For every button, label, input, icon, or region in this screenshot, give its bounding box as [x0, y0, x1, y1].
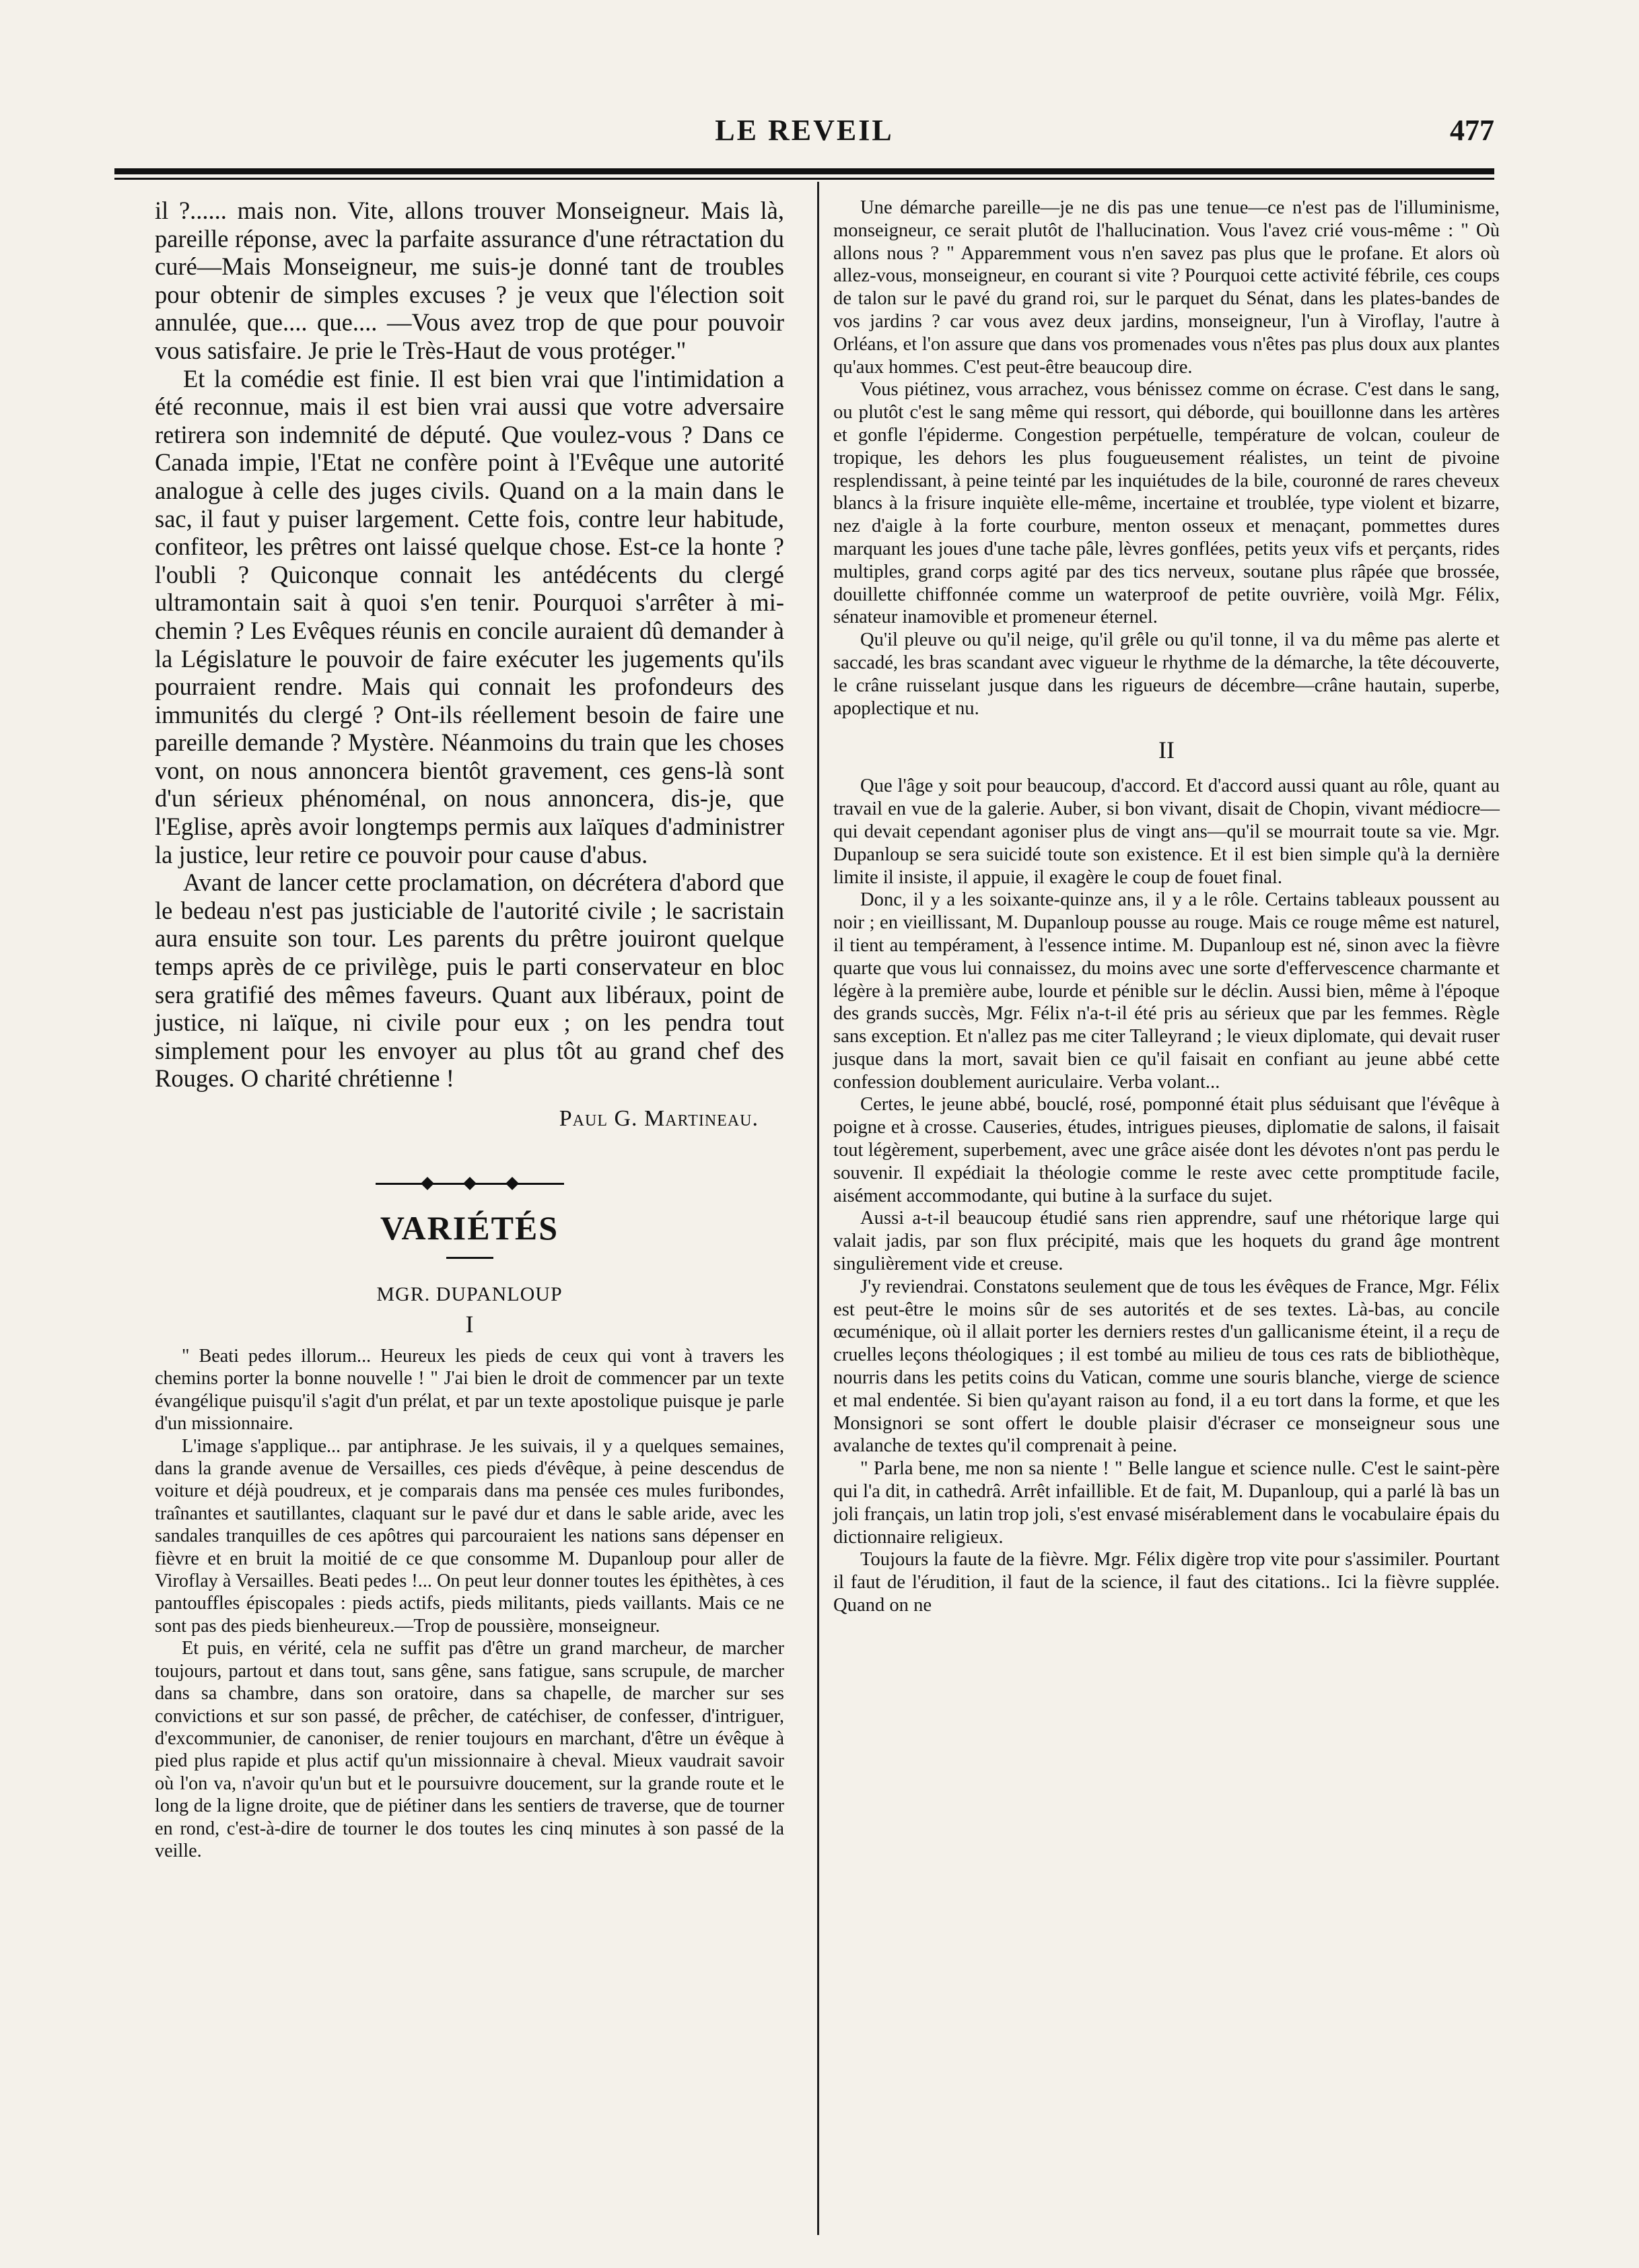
left-column — [155, 197, 784, 1862]
paragraph: " Parla bene, me non sa niente ! " Belle langue et science nulle. C'est le saint-père qui l'a dit, in cathedrâ. Arrêt infaillible. Et de fait, M. Dupanloup, qui a parlé là bas un joli français, un latin trop joli, s'est envasé misérablement dans le vocabulaire épais du dictionnaire religieux. — [833, 1458, 1500, 1548]
section-numeral: I — [465, 1311, 474, 1338]
page-number: 477 — [1450, 114, 1494, 147]
paragraph: Certes, le jeune abbé, bouclé, rosé, pomponné était plus séduisant que l'évêque à poigne et à crosse. Causeries, études, intrigues pieuses, diplomatie de salons, il faisait tout légèrement, superbement, avec une grâce aisée dont les dévotes n'ont pas perdu le souvenir. Il expédiait la théologie comme le reste avec cette promptitude facile, aisément accommodante, qui butine à la surface du sujet. — [833, 1094, 1500, 1206]
title-rule — [446, 1257, 493, 1259]
paragraph: Et la comédie est finie. Il est bien vrai que l'intimidation a été reconnue, mais il est bien vrai aussi que votre adversaire retirera son indemnité de député. Que voulez-vous ? Dans ce Canada impie, l'Etat ne confère point à l'Evêque une autorité analogue à celle des juges civils. Quand on a la main dans le sac, il faut y puiser largement. Cette fois, contre leur habitude, confiteor, les prêtres ont laissé quelque chose. Est-ce la honte ? l'oubli ? Quiconque connait les antédécents du clergé ultramontain sait à quoi s'en tenir. Pourquoi s'arrêter à mi-chemin ? Les Evêques réunis en concile auraient dû demander à la Législature le pouvoir de faire exécuter les jugements qu'ils pourraient rendre. Mais qui connait les profondeurs des immunités du clergé ? Ont-ils réellement besoin de faire une pareille demande ? Mystère. Néanmoins du train que les choses vont, on nous annoncera bientôt gravement, ces gens-là sont d'un sérieux phénoménal, on nous annoncera, dis-je, que l'Eglise, après avoir longtemps permis aux laïques d'administrer la justice, leur retire ce pouvoir pour cause d'abus. — [155, 364, 784, 868]
ornament-diamond — [505, 1177, 519, 1190]
paragraph: J'y reviendrai. Constatons seulement que de tous les évêques de France, Mgr. Félix est peut-être le moins sûr de ses autorités et de ses textes. Là-bas, au concile œcuménique, où il allait porter les derniers restes d'un gallicanisme éteint, il a reçu de cruelles leçons théologiques ; il est tombé au milieu de tous ces rats de bibliothèque, nourris dans les petits coins du Vatican, comme une souris blanche, vierge de science et mal endentée. Si bien qu'ayant raison au fond, il a eu tort dans la forme, et que les Monsignori se sont offert le double plaisir d'écraser ce monseigneur sous une avalanche de textes qu'il comprenait à peine. — [833, 1276, 1500, 1457]
paragraph: Et puis, en vérité, cela ne suffit pas d'être un grand marcheur, de marcher toujours, partout et dans tout, sans gêne, sans fatigue, sans scrupule, de marcher dans sa chambre, dans son oratoire, dans sa chapelle, de marcher sur ses convictions et sur son passé, de prêcher, de catéchiser, de confesser, d'intriguer, d'excommunier, de canoniser, de renier toujours en marchant, d'être un évêque à pied plus rapide et plus actif qu'un missionnaire à cheval. Mieux vaudrait savoir où l'on va, n'avoir qu'un but et le poursuivre doucement, sur la grande route et le long de la ligne droite, que de piétiner dans les sentiers de traverse, que de tourner en rond, c'est-à-dire de tourner le dos toutes les cinq minutes à son passé de la veille. — [155, 1638, 784, 1861]
paragraph: Avant de lancer cette proclamation, on décrétera d'abord que le bedeau n'est pas justiciable de l'autorité civile ; le sacristain aura ensuite son tour. Les parents du prêtre jouiront quelque temps après de ce privilège, puis le parti conservateur en bloc sera gratifié des mêmes faveurs. Quant aux libéraux, point de justice, ni laïque, ni civile pour eux ; on les pendra tout simplement pour les envoyer au plus tôt au grand chef des Rouges. O charité chrétienne ! — [155, 868, 784, 1093]
paragraph: Donc, il y a les soixante-quinze ans, il y a le rôle. Certains tableaux poussent au noir ; en vieillissant, M. Dupanloup pousse au rouge. Mais ce rouge même est naturel, il tient au tempérament, à l'essence intime. M. Dupanloup est né, sinon avec la fièvre quarte que vous lui connaissez, du moins avec une sorte d'effervescence charmante et légère à la première aube, lourde et pénible sur le déclin. Aussi bien, même à l'époque des grands succès, Mgr. Félix n'a-t-il été pris au sérieux que par les femmes. Règle sans exception. Et n'allez pas me citer Talleyrand ; le vieux diplomate, qui devait ruser jusque dans la mort, savait bien ce qu'il faisait en confiant au jeune abbé cette confession doublement auriculaire. Verba volant... — [833, 889, 1500, 1093]
paragraph: " Beati pedes illorum... Heureux les pieds de ceux qui vont à travers les chemins porter la bonne nouvelle ! " J'ai bien le droit de commencer par un texte évangélique puisqu'il s'agit d'un prélat, et par un texte apostolique puisque je parle d'un missionnaire. — [155, 1346, 784, 1435]
paragraph: Une démarche pareille—je ne dis pas une tenue—ce n'est pas de l'illuminisme, monseigneur, ce serait plutôt de l'hallucination. Vous l'avez crié vous-même : " Où allons nous ? " Apparemment vous n'en savez pas plus que le profane. Et alors où allez-vous, monseigneur, en courant si vite ? Pourquoi cette activité fébrile, ces coups de talon sur le pavé du grand roi, sur le parquet du Sénat, dans les plates-bandes de vos jardins ? car vous avez deux jardins, monseigneur, l'un à Viroflay, l'autre à Orléans, et l'on assure que dans vos promenades vous n'êtes pas plus doux aux plantes qu'aux hommes. C'est peut-être beaucoup dire. — [833, 197, 1500, 378]
section-ornament — [376, 1179, 564, 1188]
paragraph: il ?...... mais non. Vite, allons trouver Monseigneur. Mais là, pareille réponse, avec la parfaite assurance d'une rétractation du curé—Mais Monseigneur, me suis-je donné tant de troubles pour obtenir de simples excuses ? je veux que l'élection soit annulée, que.... que.... —Vous avez trop de que pour pouvoir vous satisfaire. Je prie le Très-Haut de vous protéger." — [155, 197, 784, 364]
paragraph: Qu'il pleuve ou qu'il neige, qu'il grêle ou qu'il tonne, il va du même pas alerte et saccadé, les bras scandant avec vigueur le rhythme de la démarche, la tête découverte, le crâne ruisselant jusque dans les rigueurs de décembre—crâne hautain, superbe, apoplectique et nu. — [833, 629, 1500, 719]
page-header — [114, 113, 1494, 153]
ornament-diamond — [463, 1177, 477, 1190]
paragraph: Vous piétinez, vous arrachez, vous bénissez comme on écrase. C'est dans le sang, ou plutôt c'est le sang même qui ressort, qui déborde, qui bouillonne dans les artères et gonfle l'épiderme. Congestion perpétuelle, température de volcan, couleur de tropique, les dehors les plus fougueusement réalistes, un teint de pivoine resplendissant, à peine teinté par les inquiétudes de la bile, couronné de rares cheveux blancs à la frisure inquiète elle-même, incertaine et troublée, type violent et bizarre, nez d'aigle à la forte courbure, menton osseux et menaçant, pommettes dures marquant les joues d'une tache pâle, lèvres gonflées, petits yeux vifs et perçants, rides multiples, grand corps agité par des tics nerveux, soutane plus râpée que brossée, douillette chiffonnée comme un waterproof de petite ouvrière, voilà Mgr. Félix, sénateur inamovible et promeneur éternel. — [833, 379, 1500, 628]
header-rule — [114, 168, 1494, 174]
running-title: LE REVEIL — [715, 114, 894, 147]
paragraph: L'image s'applique... par antiphrase. Je les suivais, il y a quelques semaines, dans la grande avenue de Versailles, ces pieds d'évêque, à peine descendus de voiture et déjà poudreux, et je comparais dans ma pensée ces mules furibondes, traînantes et sautillantes, claquant sur le pavé dur et dans le sable aride, avec les sandales tranquilles de ces apôtres qui parcouraient les nations sans dépenser en fièvre et en bruit la moitié de ce que consomme M. Dupanloup pour aller de Viroflay à Versailles. Beati pedes !... On peut leur donner toutes les épithètes, à ces pantouffles épiscopales : pieds actifs, pieds militants, pieds vaillants. Mais ce ne sont pas des pieds bienheureux.—Trop de poussière, monseigneur. — [155, 1435, 784, 1637]
section-title: VARIÉTÉS — [380, 1209, 559, 1247]
author-signature: Paul G. Martineau. — [559, 1106, 759, 1131]
header-rule-thin — [114, 178, 1494, 180]
paragraph: Que l'âge y soit pour beaucoup, d'accord. Et d'accord aussi quant au rôle, quant au travail en vue de la galerie. Auber, si bon vivant, disait de Chopin, vivant médiocre—qui devait cependant agoniser plus de vingt ans—qu'il se mourrait toute sa vie. Mgr. Dupanloup se sera suicidé toute son existence. Et il est bien simple qu'à la dernière limite il insiste, il appuie, il exagère le coup de fouet final. — [833, 776, 1500, 888]
right-column — [833, 197, 1500, 1617]
ornament-diamond — [421, 1177, 434, 1190]
article-title: MGR. DUPANLOUP — [376, 1283, 563, 1305]
column-divider — [817, 182, 819, 2235]
section-numeral: II — [1158, 736, 1175, 764]
paragraph: Aussi a-t-il beaucoup étudié sans rien apprendre, sauf une rhétorique large qui valait jadis, par son flux précipité, mais que les hoquets du grand âge montrent singulièrement vide et creuse. — [833, 1208, 1500, 1275]
paragraph: Toujours la faute de la fièvre. Mgr. Félix digère trop vite pour s'assimiler. Pourtant il faut de l'érudition, il faut de la science, il faut des citations.. Ici la fièvre supplée. Quand on ne — [833, 1549, 1500, 1616]
